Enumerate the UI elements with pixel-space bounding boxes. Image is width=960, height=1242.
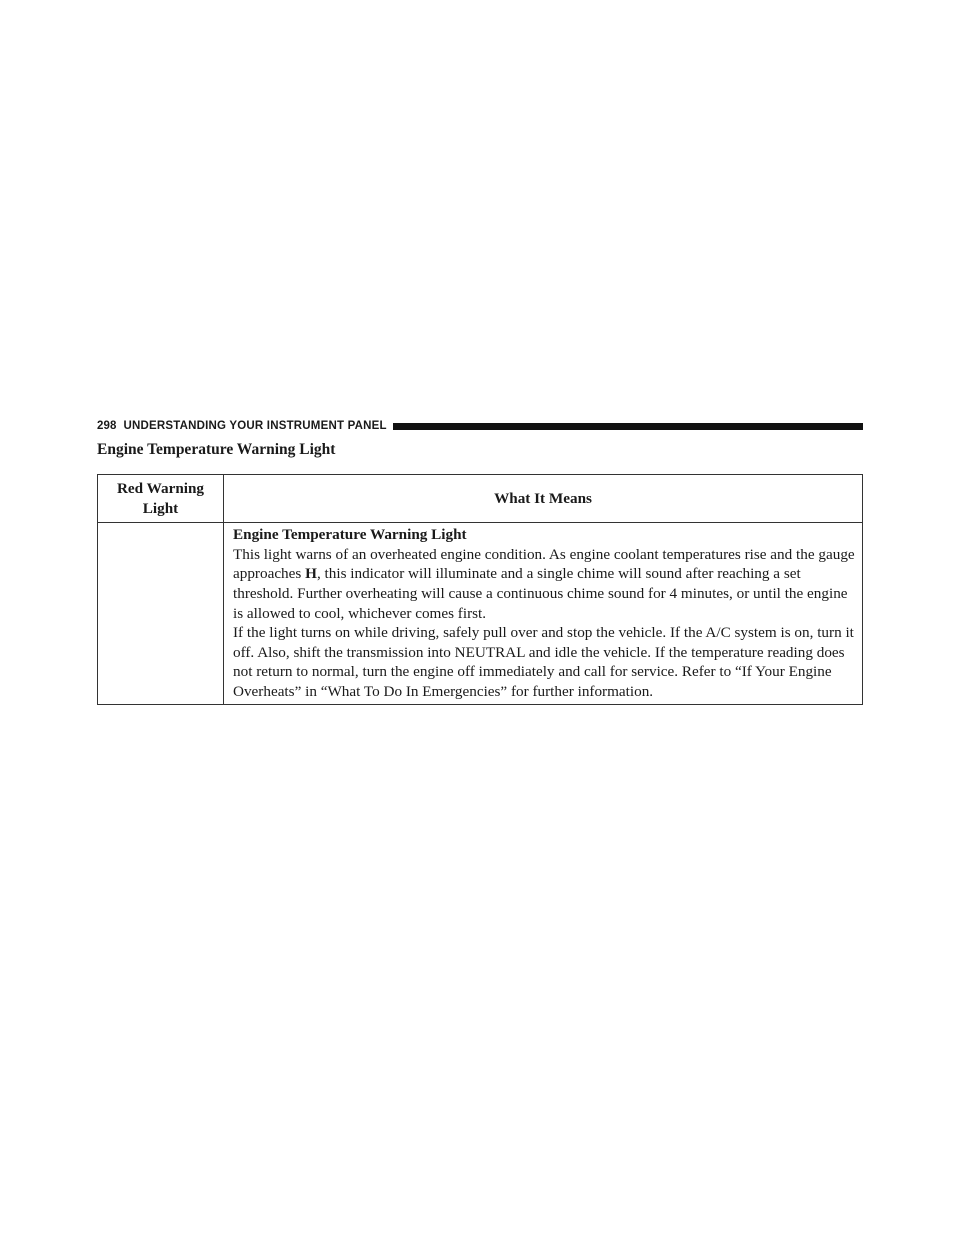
column-header-what-it-means: What It Means xyxy=(224,475,863,523)
column-header-red-warning-light: Red Warning Light xyxy=(98,475,224,523)
section-heading: Engine Temperature Warning Light xyxy=(97,441,336,458)
header-rule xyxy=(393,423,863,430)
table-row xyxy=(98,523,863,704)
description-paragraph-2: If the light turns on while driving, safely pull over and stop the vehicle. If the A/C system is on, turn it off. Also, shift the transmission into NEUTRAL and idle the vehicle. If the temperature reading does not return to normal, turn the engine off immediately and call for service. Refer to “If Your Engine Overheats” in “What To Do In Emergencies” for further information. xyxy=(233,624,854,700)
warning-light-cell xyxy=(98,523,224,704)
paragraph-1-text-a: This light warns of an overheated engine condition. As engine coolant temperatures rise and the gauge approaches xyxy=(233,545,855,583)
entry-title: Engine Temperature Warning Light xyxy=(233,526,467,544)
section-title: UNDERSTANDING YOUR INSTRUMENT PANEL xyxy=(123,420,387,432)
page-header xyxy=(97,419,863,433)
page-number: 298 xyxy=(97,420,117,432)
warning-light-table xyxy=(97,474,863,705)
table-header-row xyxy=(98,475,863,523)
gauge-h-marker: H xyxy=(305,565,317,583)
paragraph-1-text-b: , this indicator will illuminate and a single chime will sound after reaching a set threshold. Further overheating will cause a continuous chime sound for 4 minutes, or until the engine is allowed to cool, whichever comes first. xyxy=(233,565,848,622)
description-cell xyxy=(224,523,863,704)
description-paragraph-1 xyxy=(233,545,858,623)
